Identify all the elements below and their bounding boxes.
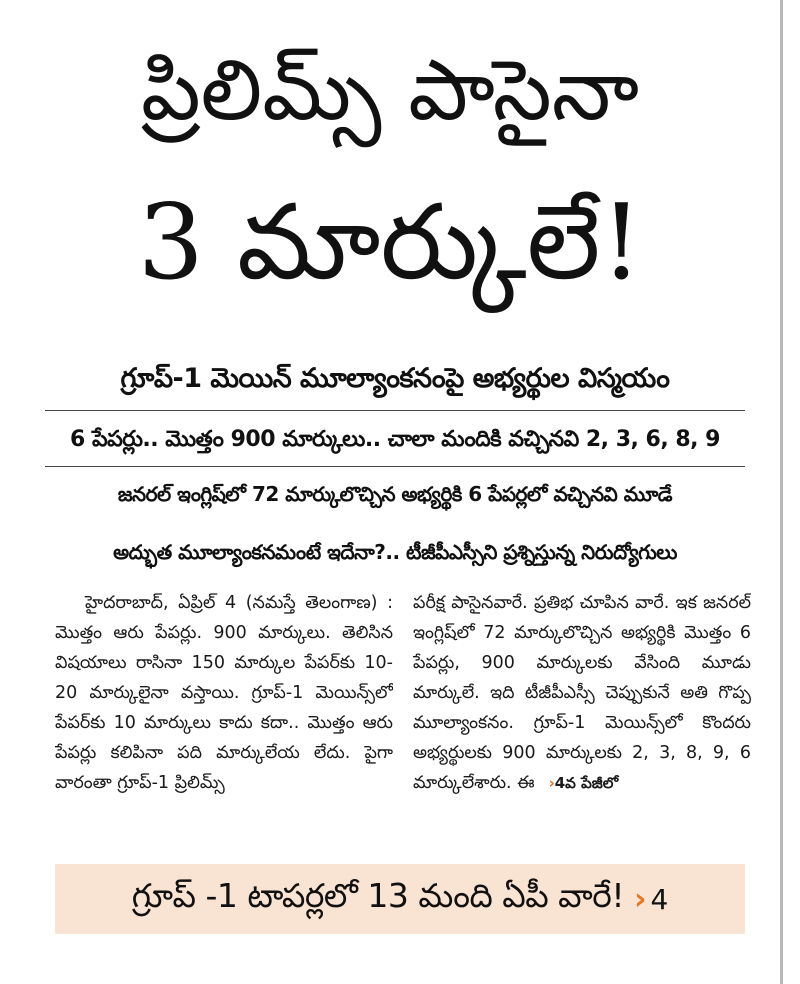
- headline-line-1: ప్రిలిమ్స్ పాసైనా: [140, 41, 640, 139]
- subheadline-1: గ్రూప్-1 మెయిన్ మూల్యాంకనంపై అభ్యర్థుల విస్మయం: [120, 363, 670, 394]
- divider-1: [45, 410, 745, 411]
- chevron-right-icon: ›: [548, 774, 555, 792]
- related-story-teaser[interactable]: [55, 864, 745, 934]
- subheadline-2: 6 పేపర్లు.. మొత్తం 900 మార్కులు.. చాలా మందికి వచ్చినవి 2, 3, 6, 8, 9: [70, 427, 720, 452]
- article-column-left: [55, 588, 393, 858]
- teaser-headline: గ్రూప్ -1 టాపర్లలో 13 మంది ఏపీ వారే!: [131, 875, 625, 915]
- subheadline-4: అద్భుత మూల్యాంకనమంటే ఇదేనా?.. టీజీపీఎస్సీని ప్రశ్నిస్తున్న నిరుద్యోగులు: [113, 540, 677, 564]
- divider-2: [45, 466, 745, 467]
- continued-on-page-label: 4వ పేజీలో: [554, 774, 619, 792]
- chevron-right-icon: ›: [634, 881, 647, 917]
- article-text-right: పరీక్ష పాసైనవారే. ప్రతిభ చూపిన వారే. ఇక జనరల్ ఇంగ్లిష్‌లో 72 మార్కులొచ్చిన అభ్యర్థికి మొత్తం 6 పేపర్లు, 900 మార్కులకు వేసింది మూడు మార్కులే. ఇది టీజీపీఎస్సీ చెప్పుకునే అతి గొప్ప మూల్యాంకనం. గ్రూప్-1 మెయిన్స్‌లో కొందరు అభ్యర్థులకు 900 మార్కులకు 2, 3, 8, 9, 6 మార్కులేశారు. ఈ: [413, 593, 751, 793]
- article-text-left: హైదరాబాద్, ఏప్రిల్ 4 (నమస్తే తెలంగాణ) : మొత్తం ఆరు పేపర్లు. 900 మార్కులు. తెలిసిన విషయాలు రాసినా 150 మార్కుల పేపర్‌కు 10-20 మార్కులైనా వస్తాయి. గ్రూప్-1 మెయిన్స్‌లో పేపర్‌కు 10 మార్కులు కాదు కదా.. మొత్తం ఆరు పేపర్లు కలిపినా పది మార్కులేయ లేదు. పైగా వారంతా గ్రూప్-1 ప్రిలిమ్స్: [55, 593, 393, 793]
- continued-on-page-link[interactable]: [549, 774, 619, 792]
- teaser-page-number: 4: [650, 882, 669, 916]
- page-right-border: [780, 0, 783, 984]
- article-column-right: [413, 588, 751, 858]
- headline-line-2: 3 మార్కులే!: [137, 181, 643, 303]
- subheadline-3: జనరల్ ఇంగ్లిష్‌లో 72 మార్కులొచ్చిన అభ్యర్థికి 6 పేపర్లలో వచ్చినవి మూడే: [117, 482, 673, 506]
